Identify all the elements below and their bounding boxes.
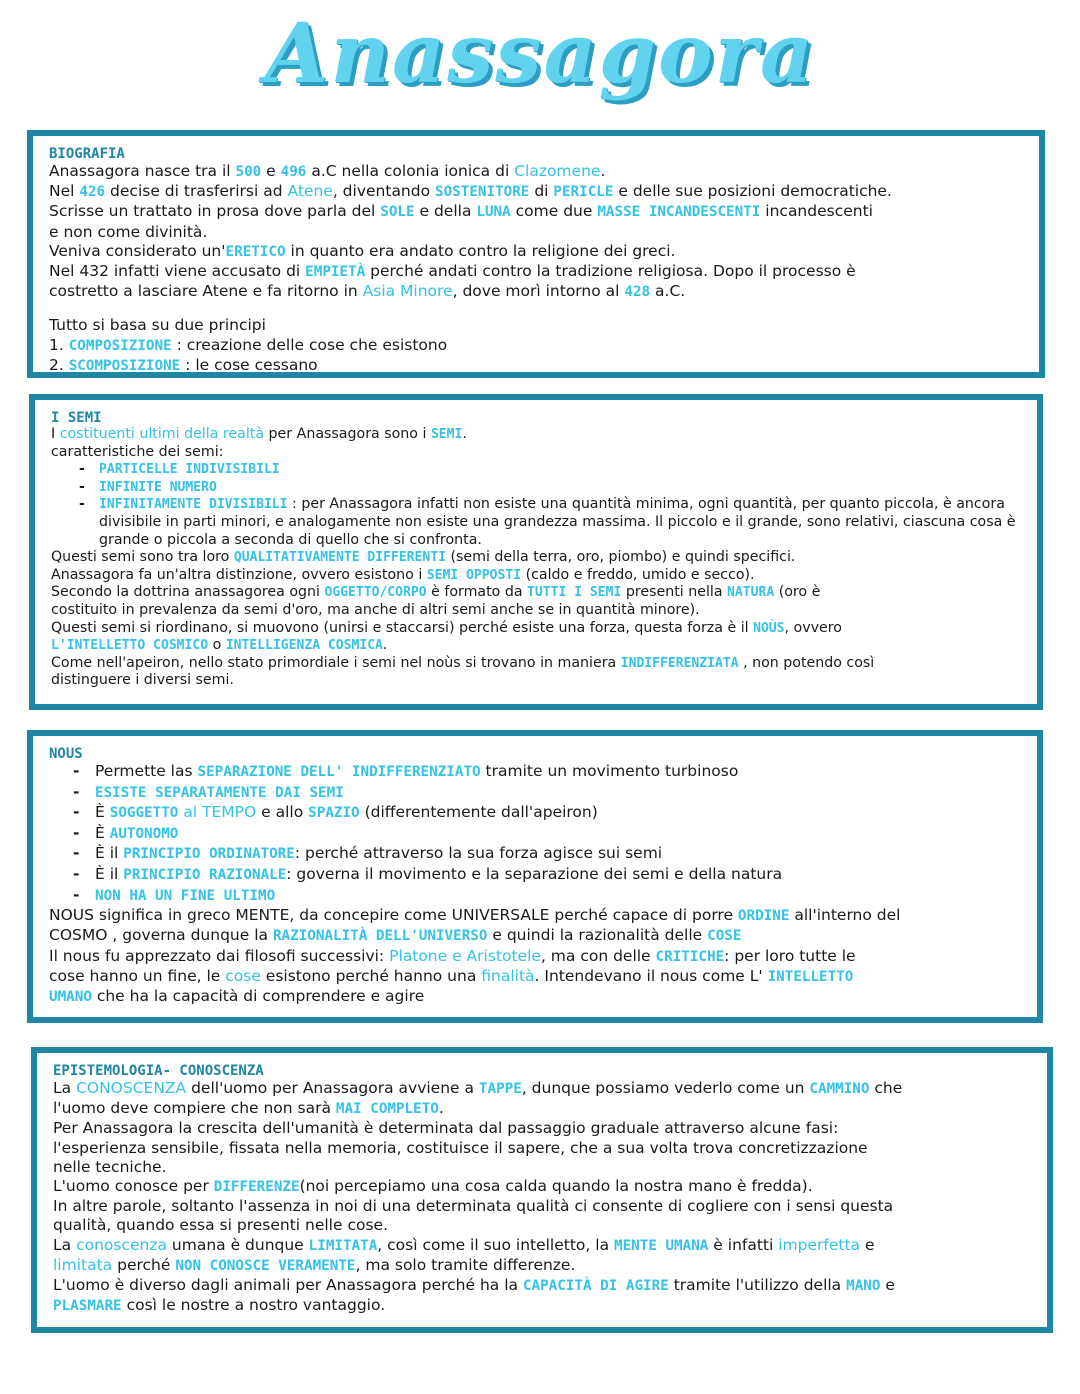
text-run: : creazione delle cose che esistono bbox=[171, 335, 448, 354]
text-run: Questi semi sono tra loro bbox=[51, 549, 234, 566]
highlight-term: SEMI OPPOSTI bbox=[426, 567, 522, 583]
text-run: : governa il movimento e la separazione dei semi e della natura bbox=[286, 864, 783, 883]
text-line bbox=[51, 602, 1023, 620]
text-run: COSMO , governa dunque la bbox=[49, 926, 273, 945]
text-run: È bbox=[95, 823, 110, 842]
text-line bbox=[49, 162, 1025, 182]
nous-section bbox=[27, 730, 1043, 1023]
text-run: e bbox=[261, 162, 281, 180]
nous-bullets bbox=[49, 762, 1023, 906]
text-run: l'uomo deve compiere che non sarà bbox=[53, 1099, 336, 1118]
text-run: a.C nella colonia ionica di bbox=[306, 162, 515, 180]
text-line bbox=[49, 356, 1025, 376]
highlight-term: SOSTENITORE bbox=[435, 184, 530, 201]
text-run: in quanto era andato contro la religione dei greci. bbox=[285, 241, 676, 260]
text-line bbox=[51, 620, 1023, 638]
text-run: o bbox=[208, 637, 226, 654]
highlight-term: NOÙS bbox=[753, 620, 785, 636]
highlight-text: Atene bbox=[287, 182, 333, 201]
text-run: In altre parole, soltanto l'assenza in noi di una determinata qualità ci consente di cogliere con i sensi questa bbox=[53, 1197, 894, 1216]
highlight-term: 426 bbox=[79, 184, 106, 201]
highlight-term: RAZIONALITÀ DELL'UNIVERSO bbox=[272, 928, 488, 945]
text-run: È il bbox=[95, 864, 124, 883]
highlight-term: PARTICELLE INDIVISIBILI bbox=[99, 462, 280, 478]
text-line bbox=[53, 1119, 1033, 1138]
semi-body bbox=[51, 549, 1023, 690]
text-line bbox=[49, 967, 1023, 987]
text-run: Anassagora fa un'altra distinzione, ovvero esistono i bbox=[51, 566, 427, 583]
highlight-term: ERETICO bbox=[225, 243, 286, 260]
text-run: Permette las bbox=[95, 762, 198, 780]
highlight-term: SPAZIO bbox=[308, 805, 360, 822]
highlight-term: PLASMARE bbox=[53, 1298, 122, 1315]
highlight-term: MANO bbox=[846, 1278, 881, 1295]
highlight-term: ESISTE SEPARATAMENTE DAI SEMI bbox=[95, 784, 344, 801]
text-run: perché bbox=[112, 1255, 176, 1274]
highlight-term: DIFFERENZE bbox=[213, 1179, 300, 1196]
text-line bbox=[49, 947, 1023, 967]
text-run: : perché attraverso la sua forza agisce sui semi bbox=[294, 844, 663, 863]
list-item bbox=[51, 496, 1023, 549]
semi-heading: I SEMI bbox=[51, 410, 102, 426]
highlight-term: L'INTELLETTO COSMICO bbox=[51, 638, 209, 654]
highlight-term: INFINITE NUMERO bbox=[99, 479, 217, 495]
text-run: tramite l'utilizzo della bbox=[668, 1276, 847, 1295]
principles-list bbox=[49, 336, 1025, 376]
epistemologia-section bbox=[31, 1047, 1053, 1333]
highlight-term: 428 bbox=[624, 284, 651, 301]
text-run: Per Anassagora la crescita dell'umanità è determinata dal passaggio graduale attraverso alcune fasi: bbox=[53, 1119, 839, 1138]
text-run: Il nous fu apprezzato dai filosofi successivi: bbox=[49, 946, 390, 965]
text-run: nelle tecniche. bbox=[53, 1157, 167, 1176]
text-run: , diventando bbox=[332, 182, 436, 201]
text-run: : le cose cessano bbox=[180, 355, 318, 374]
text-run: perché andati contro la tradizione religiosa. Dopo il processo è bbox=[365, 262, 856, 281]
text-run: Questi semi si riordinano, si muovono (unirsi e staccarsi) perché esiste una forza, questa forza è il bbox=[51, 619, 754, 636]
text-line bbox=[53, 1216, 1033, 1235]
highlight-text: CONOSCENZA bbox=[76, 1079, 187, 1097]
text-run: : per loro tutte le bbox=[724, 946, 856, 965]
text-run: È bbox=[95, 803, 110, 822]
text-run: Veniva considerato un' bbox=[49, 241, 226, 260]
text-line bbox=[53, 1158, 1033, 1177]
biografia-section bbox=[27, 130, 1045, 378]
text-run: che ha la capacità di comprendere e agire bbox=[91, 986, 425, 1005]
list-item bbox=[49, 783, 1023, 804]
highlight-term: SCOMPOSIZIONE bbox=[68, 357, 181, 374]
text-line bbox=[53, 1197, 1033, 1216]
text-run: e delle sue posizioni democratiche. bbox=[613, 182, 892, 201]
text-line bbox=[49, 182, 1025, 202]
list-item bbox=[49, 844, 1023, 865]
text-line bbox=[51, 655, 1023, 673]
text-run: di bbox=[529, 182, 554, 201]
list-item bbox=[49, 886, 1023, 907]
text-line bbox=[49, 906, 1023, 926]
text-run: 1. bbox=[49, 335, 69, 354]
text-run: qualità, quando essa si presenti nelle cose. bbox=[53, 1216, 388, 1235]
highlight-term: EMPIETÀ bbox=[305, 264, 366, 281]
list-item bbox=[49, 762, 1023, 783]
text-run: Nel bbox=[49, 182, 80, 201]
text-line bbox=[49, 262, 1025, 282]
text-run: l'esperienza sensibile, fissata nella memoria, costituisce il sapere, che a sua volta trova concretizzazione bbox=[53, 1138, 868, 1157]
text-run: e della bbox=[414, 202, 477, 221]
text-run: costretto a lasciare Atene e fa ritorno in bbox=[49, 282, 363, 301]
text-run: Anassagora nasce tra il bbox=[49, 162, 236, 180]
text-line bbox=[51, 567, 1023, 585]
semi-bullets bbox=[51, 461, 1023, 549]
text-line bbox=[51, 549, 1023, 567]
text-line bbox=[53, 1177, 1033, 1197]
highlight-term: LIMITATA bbox=[308, 1237, 378, 1254]
text-run: è formato da bbox=[426, 584, 528, 601]
text-run: caratteristiche dei semi: bbox=[51, 443, 224, 460]
text-run: così le nostre a nostro vantaggio. bbox=[121, 1296, 386, 1315]
highlight-text: Platone e Aristotele bbox=[389, 946, 541, 965]
text-line bbox=[53, 1296, 1033, 1316]
text-line bbox=[53, 1139, 1033, 1158]
text-run: Scrisse un trattato in prosa dove parla del bbox=[49, 202, 381, 221]
highlight-term: TUTTI I SEMI bbox=[527, 585, 622, 601]
highlight-text: finalità bbox=[481, 966, 535, 985]
text-run: e quindi la razionalità delle bbox=[487, 926, 708, 945]
text-run: , ovvero bbox=[784, 619, 842, 636]
text-run: e bbox=[860, 1235, 875, 1254]
highlight-term: MASSE INCANDESCENTI bbox=[597, 204, 761, 221]
epistemologia-heading: EPISTEMOLOGIA- CONOSCENZA bbox=[53, 1063, 264, 1079]
text-run: umana è dunque bbox=[166, 1235, 309, 1254]
principles-intro: Tutto si basa su due principi bbox=[49, 316, 266, 335]
highlight-term: NATURA bbox=[727, 585, 775, 601]
highlight-term: 500 bbox=[235, 164, 262, 180]
text-run: e bbox=[880, 1276, 895, 1295]
highlight-term: TAPPE bbox=[478, 1081, 522, 1097]
text-run: : per Anassagora infatti non esiste una quantità minima, ogni quantità, per quanto piccola, è ancora divisibile in parti minori, e analogamente non esiste una grandezza massima. Il piccolo e il grande, sono relativi, ciascuna cosa è grande o piccola a seconda di quello che si confronta. bbox=[99, 496, 1016, 548]
text-run: 2. bbox=[49, 355, 69, 374]
highlight-term: INTELLIGENZA COSMICA bbox=[225, 638, 383, 654]
biografia-heading: BIOGRAFIA bbox=[49, 146, 125, 162]
text-line bbox=[53, 1256, 1033, 1276]
text-line bbox=[53, 1099, 1033, 1119]
nous-body bbox=[49, 906, 1023, 1007]
highlight-term: SEPARAZIONE DELL' INDIFFERENZIATO bbox=[197, 764, 481, 780]
text-run: , ma con delle bbox=[540, 946, 656, 965]
list-item bbox=[49, 865, 1023, 886]
text-run: L'uomo è diverso dagli animali per Anassagora perché ha la bbox=[53, 1276, 523, 1295]
highlight-term: SEMI bbox=[430, 427, 463, 442]
highlight-term: CRITICHE bbox=[655, 948, 725, 965]
highlight-text: Asia Minore bbox=[362, 282, 453, 301]
text-run: che bbox=[869, 1079, 903, 1097]
highlight-term: COMPOSIZIONE bbox=[68, 337, 172, 354]
highlight-text: Clazomene bbox=[514, 162, 601, 180]
semi-intro bbox=[51, 426, 1023, 461]
highlight-term: COSE bbox=[707, 928, 742, 945]
highlight-text: costituenti ultimi della realtà bbox=[59, 426, 265, 442]
text-run: I bbox=[51, 426, 60, 442]
highlight-term: AUTONOMO bbox=[109, 825, 179, 842]
highlight-term: OGGETTO/CORPO bbox=[324, 585, 427, 601]
highlight-term: UMANO bbox=[49, 988, 92, 1005]
text-run: . bbox=[382, 637, 388, 654]
highlight-term: INFINITAMENTE DIVISIBILI bbox=[99, 497, 288, 513]
list-item bbox=[49, 803, 1023, 824]
biografia-body bbox=[49, 162, 1025, 302]
text-line bbox=[49, 336, 1025, 356]
text-line bbox=[51, 672, 1023, 690]
list-item bbox=[49, 824, 1023, 845]
text-run: (differentemente dall'apeiron) bbox=[359, 803, 598, 822]
text-line bbox=[49, 223, 1025, 242]
text-run: , così come il suo intelletto, la bbox=[377, 1235, 614, 1254]
highlight-term: LUNA bbox=[476, 204, 511, 221]
text-line bbox=[49, 926, 1023, 946]
text-run: distinguere i diversi semi. bbox=[51, 672, 234, 689]
text-run: tramite un movimento turbinoso bbox=[480, 762, 739, 780]
text-run: . bbox=[438, 1099, 444, 1118]
text-run: Secondo la dottrina anassagorea ogni bbox=[51, 584, 325, 601]
text-run: esistono perché hanno una bbox=[260, 966, 482, 985]
semi-section bbox=[29, 394, 1043, 710]
highlight-term: PRINCIPIO ORDINATORE bbox=[123, 846, 295, 863]
text-line bbox=[51, 426, 1023, 444]
text-run: La bbox=[53, 1079, 77, 1097]
text-run: (noi percepiamo una cosa calda quando la nostra mano è fredda). bbox=[299, 1177, 813, 1196]
list-item bbox=[51, 461, 1023, 479]
text-line bbox=[51, 444, 1023, 462]
text-run: NOUS significa in greco MENTE, da concepire come UNIVERSALE perché capace di porre bbox=[49, 906, 738, 925]
text-run: . bbox=[600, 162, 606, 180]
text-run: incandescenti bbox=[760, 202, 873, 221]
text-run: . bbox=[462, 426, 467, 442]
text-run: decise di trasferirsi ad bbox=[105, 182, 288, 201]
text-line bbox=[49, 987, 1023, 1007]
text-run: Come nell'apeiron, nello stato primordiale i semi nel noùs si trovano in maniera bbox=[51, 654, 621, 671]
highlight-text: conoscenza bbox=[76, 1235, 167, 1254]
page-title: Anassagora bbox=[264, 6, 816, 102]
text-run: , dove morì intorno al bbox=[452, 282, 625, 301]
highlight-term: ORDINE bbox=[737, 908, 790, 925]
text-run: cose hanno un fine, le bbox=[49, 966, 226, 985]
text-line bbox=[53, 1079, 1033, 1099]
highlight-term: CAPACITÀ DI AGIRE bbox=[522, 1278, 669, 1295]
highlight-term: SOLE bbox=[380, 204, 415, 221]
text-line bbox=[49, 242, 1025, 262]
highlight-term: PERICLE bbox=[553, 184, 614, 201]
highlight-term: NON CONOSCE VERAMENTE bbox=[175, 1257, 356, 1274]
text-run: per Anassagora sono i bbox=[264, 426, 431, 442]
text-run: e allo bbox=[256, 803, 309, 822]
text-run: Nel 432 infatti viene accusato di bbox=[49, 262, 306, 281]
text-run: (caldo e freddo, umido e secco). bbox=[521, 566, 755, 583]
highlight-term: SOGGETTO bbox=[109, 805, 179, 822]
highlight-text: imperfetta bbox=[778, 1235, 861, 1254]
text-line bbox=[51, 584, 1023, 602]
text-run: , dunque possiamo vederlo come un bbox=[521, 1079, 810, 1097]
highlight-term: MAI COMPLETO bbox=[335, 1101, 439, 1118]
highlight-term: MENTE UMANA bbox=[614, 1237, 709, 1254]
highlight-term: PRINCIPIO RAZIONALE bbox=[123, 866, 287, 883]
highlight-term: QUALITATIVAMENTE DIFFERENTI bbox=[233, 550, 446, 566]
text-run: , ma solo tramite differenze. bbox=[355, 1255, 576, 1274]
highlight-text: limitata bbox=[53, 1255, 113, 1274]
epistemologia-body bbox=[53, 1079, 1033, 1316]
text-run: e non come divinità. bbox=[49, 222, 208, 241]
text-run: costituito in prevalenza da semi d'oro, ma anche di altri semi anche se in quantità minore). bbox=[51, 601, 700, 618]
text-run: L'uomo conosce per bbox=[53, 1177, 214, 1196]
highlight-term: 496 bbox=[280, 164, 307, 180]
text-line bbox=[51, 637, 1023, 655]
highlight-text: cose bbox=[225, 966, 261, 985]
text-line bbox=[49, 202, 1025, 222]
nous-heading: NOUS bbox=[49, 746, 83, 762]
highlight-text: al TEMPO bbox=[183, 803, 257, 822]
highlight-term: CAMMINO bbox=[809, 1081, 870, 1097]
highlight-term: INDIFFERENZIATA bbox=[620, 655, 739, 671]
text-run: presenti nella bbox=[621, 584, 728, 601]
text-run: è infatti bbox=[708, 1235, 779, 1254]
text-run: È il bbox=[95, 844, 124, 863]
text-line bbox=[53, 1276, 1033, 1296]
highlight-term: NON HA UN FINE ULTIMO bbox=[95, 887, 276, 904]
text-run: . Intendevano il nous come L' bbox=[534, 966, 768, 985]
text-run: , non potendo così bbox=[738, 654, 875, 671]
text-run: all'interno del bbox=[789, 906, 901, 925]
text-run: come due bbox=[510, 202, 598, 221]
text-line bbox=[53, 1236, 1033, 1256]
text-run: La bbox=[53, 1235, 77, 1254]
text-run: (semi della terra, oro, piombo) e quindi specifici. bbox=[445, 549, 796, 566]
text-run: a.C. bbox=[650, 282, 686, 301]
list-item bbox=[51, 479, 1023, 497]
highlight-term: INTELLETTO bbox=[767, 968, 854, 985]
text-line bbox=[49, 282, 1025, 302]
text-run: dell'uomo per Anassagora avviene a bbox=[186, 1079, 479, 1097]
text-run: (oro è bbox=[774, 584, 821, 601]
